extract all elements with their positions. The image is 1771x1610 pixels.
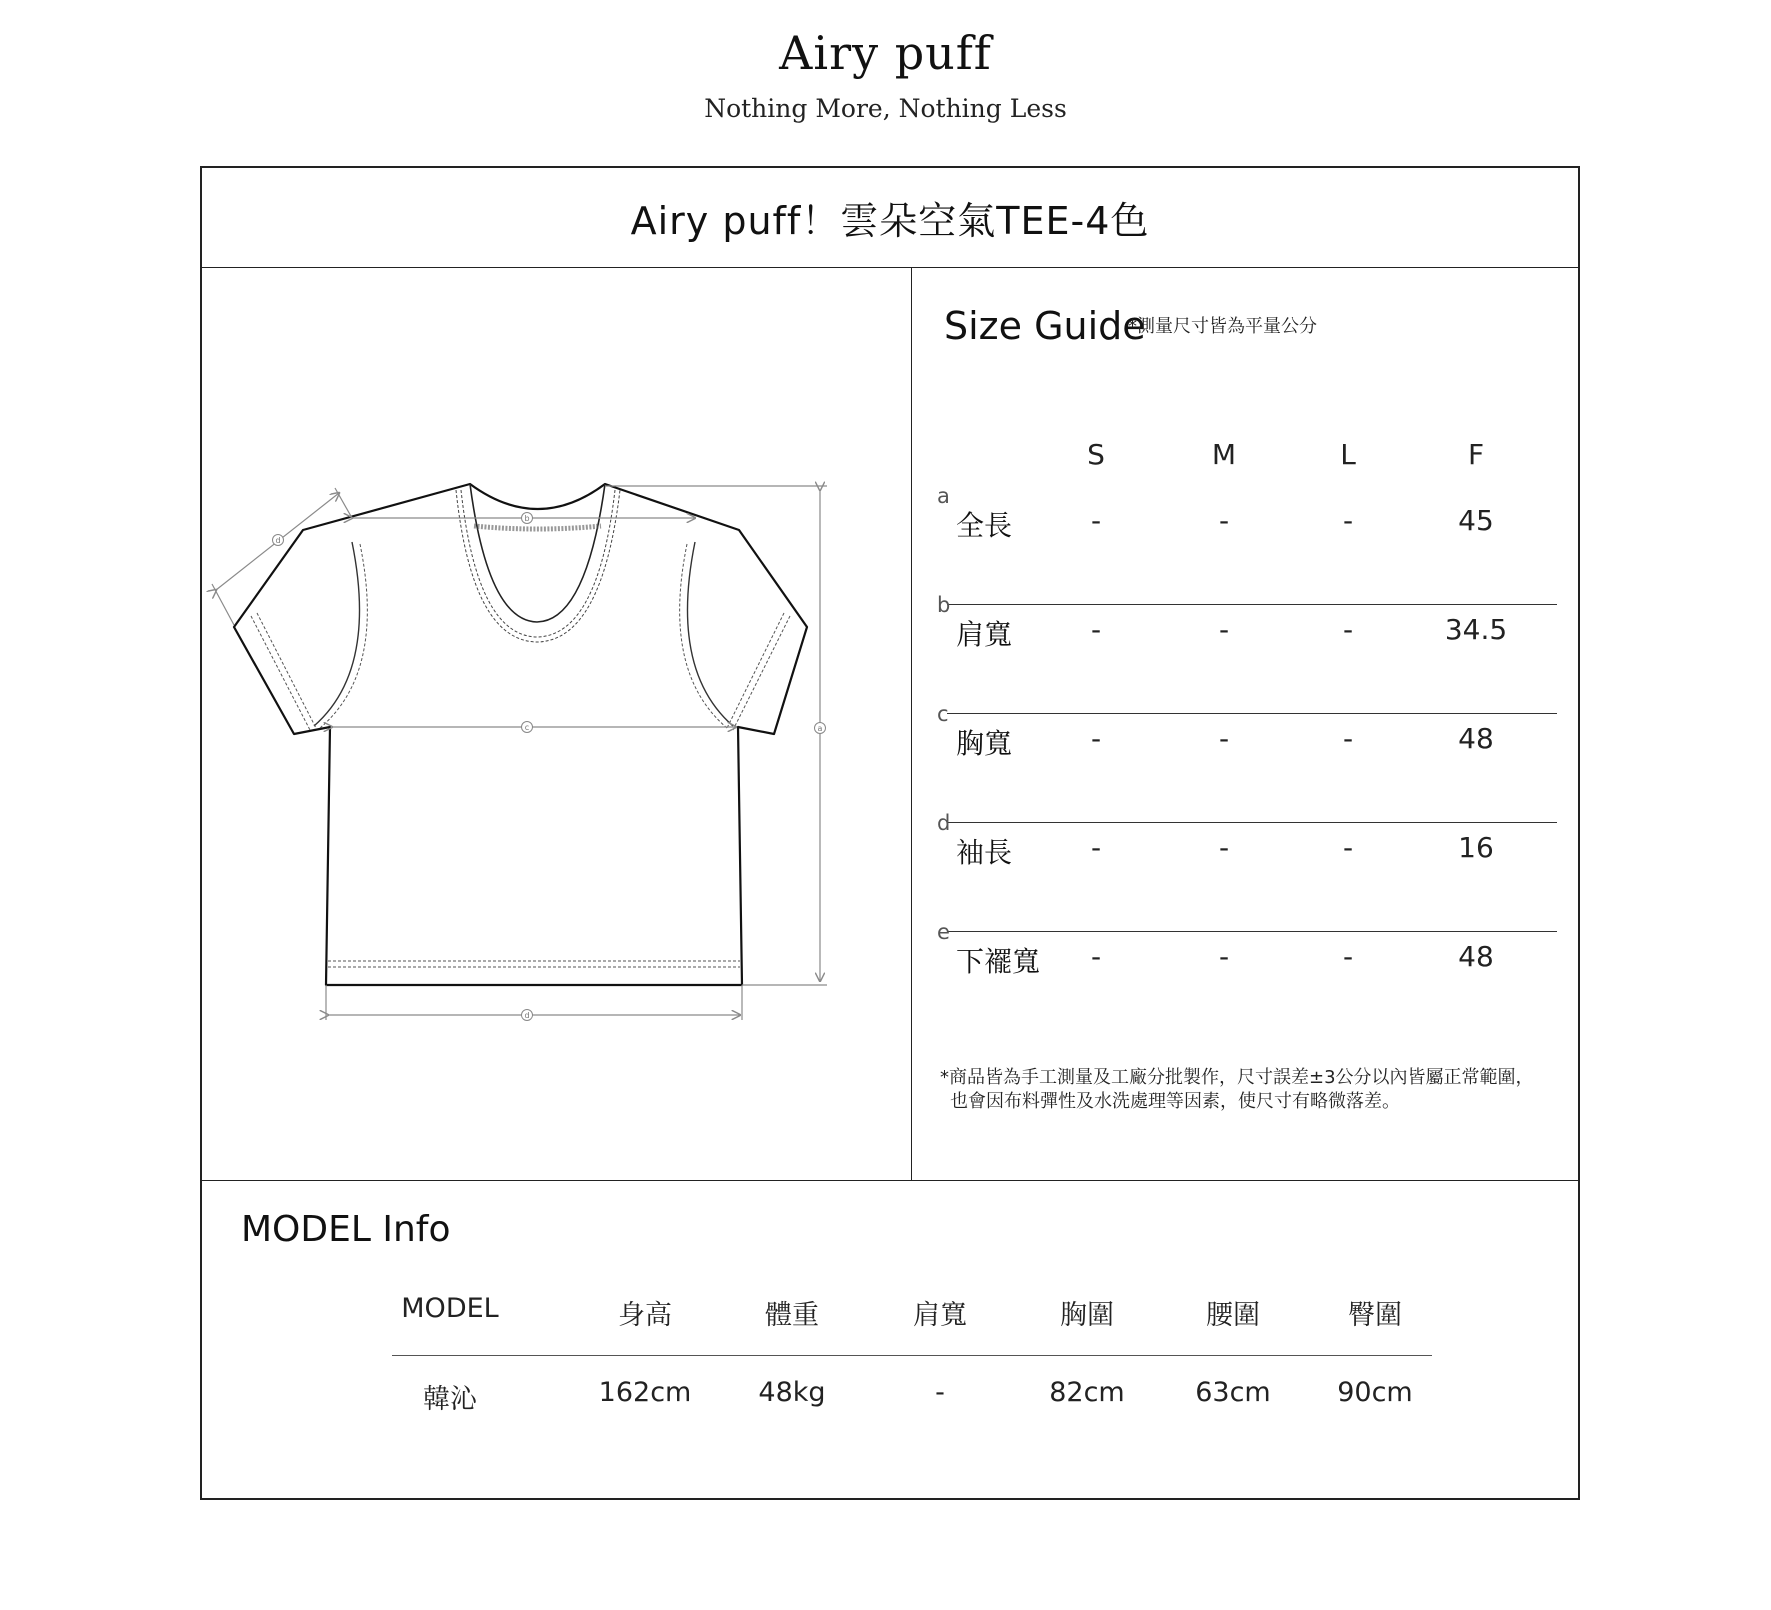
size-cell: 48 bbox=[1458, 940, 1494, 973]
size-cell: 16 bbox=[1458, 831, 1494, 864]
size-row-sleeve bbox=[912, 811, 1580, 932]
dim-label-e: d bbox=[524, 1011, 530, 1020]
size-guide-panel bbox=[912, 268, 1580, 1180]
footnote-line: 也會因布料彈性及水洗處理等因素，使尺寸有略微落差。 bbox=[950, 1091, 1400, 1112]
size-chart-frame bbox=[200, 166, 1580, 1500]
product-title-bar bbox=[202, 168, 1578, 268]
model-header: MODEL bbox=[401, 1293, 499, 1324]
size-row-letter: d bbox=[937, 811, 951, 835]
model-header: 體重 bbox=[765, 1300, 819, 1331]
size-cell: - bbox=[1218, 504, 1230, 537]
size-column-headers bbox=[912, 438, 1580, 478]
size-cell: 45 bbox=[1458, 504, 1494, 537]
model-header: 肩寬 bbox=[913, 1300, 967, 1331]
model-value: 90cm bbox=[1337, 1377, 1413, 1408]
model-header: 胸圍 bbox=[1060, 1300, 1114, 1331]
model-value: - bbox=[935, 1377, 945, 1408]
size-cell: - bbox=[1342, 940, 1354, 973]
size-row-length bbox=[912, 484, 1580, 605]
size-row-name: 下襬寬 bbox=[956, 945, 1041, 978]
size-cell: - bbox=[1090, 940, 1102, 973]
model-header: 臀圍 bbox=[1348, 1300, 1402, 1331]
size-row-name: 袖長 bbox=[956, 836, 1013, 869]
size-cell: - bbox=[1090, 613, 1102, 646]
dim-label-d: d bbox=[275, 536, 281, 545]
product-title: Airy puff！雲朵空氣TEE-4色 bbox=[630, 199, 1150, 243]
size-row-hem bbox=[912, 920, 1580, 1041]
size-row-name: 肩寬 bbox=[956, 618, 1013, 651]
garment-diagram-panel bbox=[202, 268, 912, 1180]
size-cell: - bbox=[1090, 831, 1102, 864]
size-cell: - bbox=[1218, 613, 1230, 646]
model-value: 162cm bbox=[598, 1377, 692, 1408]
footnote-line: *商品皆為手工測量及工廠分批製作，尺寸誤差±3公分以內皆屬正常範圍， bbox=[940, 1067, 1534, 1088]
model-value: 48kg bbox=[758, 1377, 826, 1408]
size-guide-note: *測量尺寸皆為平量公分 bbox=[1128, 316, 1317, 337]
size-cell: - bbox=[1218, 831, 1230, 864]
size-row-name: 全長 bbox=[956, 509, 1013, 542]
size-cell: - bbox=[1342, 504, 1354, 537]
size-cell: - bbox=[1342, 613, 1354, 646]
size-cell: - bbox=[1218, 940, 1230, 973]
size-row-letter: e bbox=[937, 920, 950, 944]
dim-label-b: b bbox=[524, 514, 530, 523]
tshirt-diagram bbox=[202, 268, 912, 1180]
model-info-table bbox=[392, 1293, 1432, 1433]
size-cell: - bbox=[1342, 722, 1354, 755]
model-header: 身高 bbox=[618, 1300, 672, 1331]
brand-title: Airy puff bbox=[779, 26, 992, 80]
size-row-letter: c bbox=[937, 702, 949, 726]
size-cell: - bbox=[1090, 722, 1102, 755]
size-header-f: F bbox=[1467, 438, 1485, 471]
size-cell: - bbox=[1342, 831, 1354, 864]
size-row-letter: a bbox=[937, 484, 950, 508]
dim-label-a: a bbox=[817, 724, 823, 733]
size-header-m: M bbox=[1211, 438, 1237, 471]
size-guide-title: Size Guide bbox=[944, 304, 1146, 348]
size-cell: - bbox=[1090, 504, 1102, 537]
model-value: 韓沁 bbox=[423, 1384, 477, 1415]
model-header: 腰圍 bbox=[1206, 1300, 1260, 1331]
size-guide-footnote bbox=[940, 1066, 1534, 1114]
size-header-l: L bbox=[1340, 438, 1356, 471]
size-row-shoulder bbox=[912, 593, 1580, 714]
model-value: 63cm bbox=[1195, 1377, 1271, 1408]
size-row-name: 胸寬 bbox=[956, 727, 1013, 760]
size-row-chest bbox=[912, 702, 1580, 823]
model-value: 82cm bbox=[1049, 1377, 1125, 1408]
size-header-s: S bbox=[1087, 438, 1105, 471]
model-info-section bbox=[202, 1180, 1578, 1498]
size-row-letter: b bbox=[937, 593, 951, 617]
model-info-title: MODEL Info bbox=[241, 1209, 451, 1250]
size-cell: 48 bbox=[1458, 722, 1494, 755]
dim-label-c: c bbox=[524, 723, 530, 732]
size-cell: 34.5 bbox=[1444, 613, 1508, 646]
brand-tagline: Nothing More, Nothing Less bbox=[704, 94, 1067, 123]
tshirt-outline bbox=[234, 484, 807, 985]
size-cell: - bbox=[1218, 722, 1230, 755]
model-table-divider bbox=[392, 1355, 1432, 1356]
